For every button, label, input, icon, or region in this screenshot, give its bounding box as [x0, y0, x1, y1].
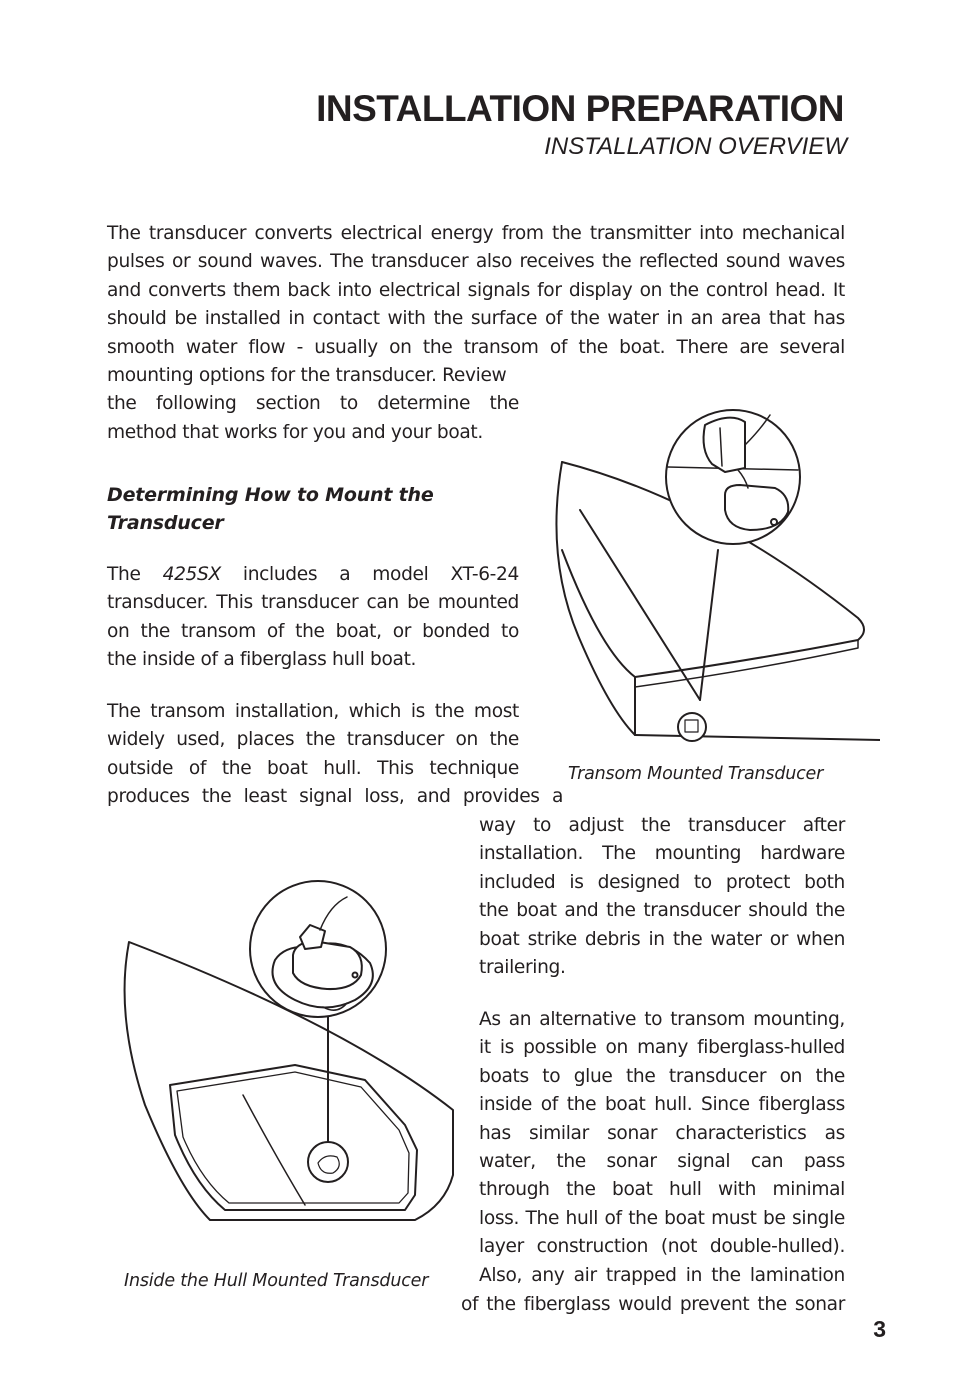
hull-paragraph-wide-line: [461, 1291, 845, 1319]
transducer-body: [725, 485, 788, 530]
text-line: boats to glue the transducer on the: [479, 1065, 845, 1087]
text-line: should be installed in contact with the surface of the water in an area that has: [107, 308, 845, 330]
text-line: mounting options for the transducer. Review: [107, 365, 507, 386]
intro-paragraph-narrow: [107, 362, 519, 447]
boat-hull-outline: [556, 462, 635, 735]
text-line: The transducer converts electrical energy from the transmitter into mechanical: [107, 223, 845, 244]
hull-mount-illustration: [115, 875, 465, 1235]
text-line: the inside of a fiberglass hull boat.: [107, 649, 417, 671]
text-fragment: The: [107, 564, 141, 585]
callout-line: [700, 550, 718, 700]
text-line: transducer. This transducer can be mounted: [107, 592, 519, 614]
text-line: included is designed to protect both: [479, 871, 845, 893]
page-title: INSTALLATION PREPARATION: [316, 88, 844, 129]
text-line: and converts them back into electrical signals for display on the control head. It: [107, 279, 845, 301]
transducer-small: [678, 713, 706, 741]
text-line: trailering.: [479, 957, 566, 979]
page-number: 3: [873, 1316, 886, 1342]
text-line: inside of the boat hull. Since fiberglass: [479, 1094, 845, 1116]
text-line: it is possible on many fiberglass-hulled: [479, 1037, 845, 1059]
section-heading-line: Determining How to Mount the: [107, 484, 434, 506]
text-line: As an alternative to transom mounting,: [479, 1009, 845, 1030]
transom-paragraph-continued: [479, 812, 845, 982]
text-line: water, the sonar signal can pass: [479, 1151, 845, 1173]
text-line: The transom installation, which is the most: [107, 701, 519, 722]
text-line: widely used, places the transducer on the: [107, 729, 519, 751]
transom-mount-illustration: [540, 390, 880, 760]
text-line: smooth water flow - usually on the transom of the boat. There are several: [107, 336, 845, 358]
text-line: produces the least signal loss, and provides a: [107, 786, 563, 807]
intro-paragraph: [107, 220, 845, 362]
model-name: 425SX: [162, 564, 221, 585]
text-line: outside of the boat hull. This technique: [107, 757, 519, 779]
text-line: pulses or sound waves. The transducer also receives the reflected sound waves: [107, 251, 845, 273]
transom-paragraph-wide-line: [107, 783, 563, 811]
hull-figure-caption: Inside the Hull Mounted Transducer: [124, 1271, 429, 1291]
section-heading-line: Transducer: [107, 512, 224, 535]
text-line: the boat and the transducer should the: [479, 900, 845, 922]
text-line: through the boat hull with minimal: [479, 1179, 845, 1201]
boat-transom-edge: [562, 550, 635, 735]
text-line: layer construction (not double-hulled).: [479, 1236, 845, 1258]
text-fragment: includes a model XT-6-24: [242, 564, 520, 585]
text-line: Also, any air trapped in the lamination: [479, 1264, 845, 1286]
text-line: of the fiberglass would prevent the sonar: [461, 1294, 845, 1315]
text-line: installation. The mounting hardware: [479, 843, 845, 865]
model-paragraph: [107, 561, 519, 675]
text-line: method that works for you and your boat.: [107, 421, 483, 443]
text-line: loss. The hull of the boat must be single: [479, 1207, 845, 1229]
transom-figure-caption: Transom Mounted Transducer: [568, 764, 824, 784]
transducer-small: [308, 1142, 348, 1182]
transducer-body: [293, 941, 362, 989]
hull-keel: [243, 1095, 305, 1205]
boat-transom-bottom: [635, 735, 880, 740]
page-subtitle: INSTALLATION OVERVIEW: [544, 133, 847, 160]
text-line: boat strike debris in the water or when: [479, 928, 845, 950]
callout-line: [580, 510, 700, 700]
hull-paragraph: [479, 1006, 845, 1290]
transom-paragraph: [107, 698, 519, 783]
text-line: the following section to determine the: [107, 393, 519, 415]
text-line: [107, 561, 519, 589]
section-heading: [107, 481, 527, 538]
text-line: way to adjust the transducer after: [479, 815, 845, 836]
text-line: on the transom of the boat, or bonded to: [107, 620, 519, 642]
text-line: has similar sonar characteristics as: [479, 1122, 845, 1144]
